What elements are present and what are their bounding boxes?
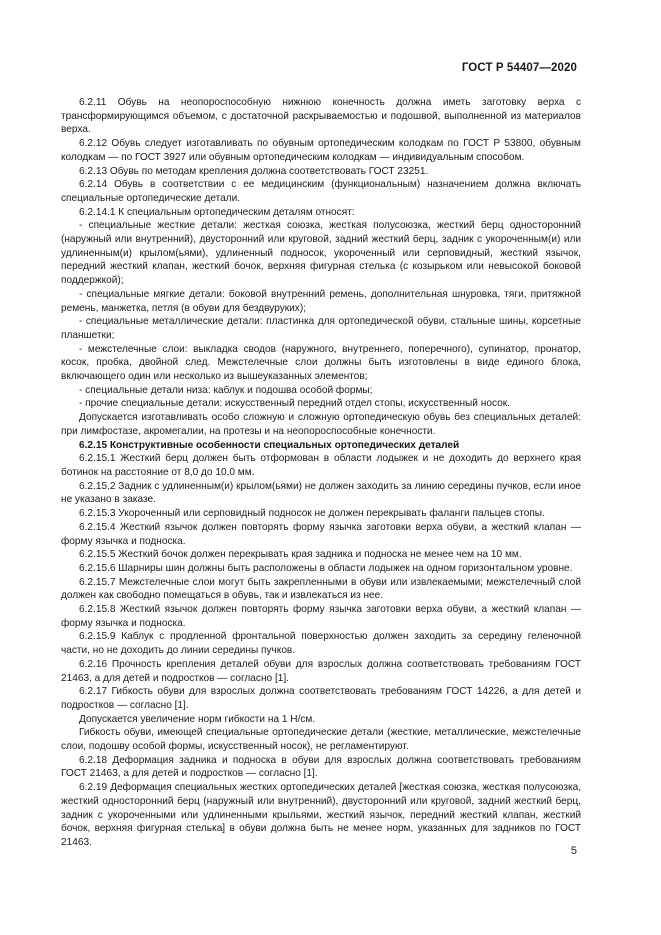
paragraph: 6.2.15.6 Шарниры шин должны быть расположены в области лодыжек на одном горизонтальном уровне. — [79, 562, 573, 574]
paragraph: 6.2.16 Прочность крепления деталей обуви для взрослых должна соответствовать требованиям ГОСТ 21463, а для детей и подростков — согласно [1]. — [61, 658, 581, 684]
paragraph: Гибкость обуви, имеющей специальные ортопедические детали (жесткие, металлические, межстелечные слои, подошву особой формы, искусственный носок), не регламентируют. — [61, 727, 581, 753]
paragraph: 6.2.14 Обувь в соответствии с ее медицинским (функциональным) назначением должна включать специальные ортопедические детали. — [61, 179, 581, 204]
paragraph: 6.2.11 Обувь на неопороспособную нижнюю конечность должна иметь заготовку верха с трансформирующимся объемом, с достаточной раскрываемостью и подошвой, выполненной из материалов верха. — [61, 97, 581, 136]
list-item: - специальные жесткие детали: жесткая союзка, жесткая полусоюзка, жесткий берц односторонний (наружный или внутренний), двусторонний или круговой, задний жесткий берц, задник с укороченным(и) или удлиненным(и) крылом(ьями), удлиненный подносок, укороченный или серповидный, жесткий язычок, передний жесткий клапан, жесткий бочок, верхняя фигурная стелька (с козырьком или невысокой боковой поддержкой); — [61, 220, 581, 287]
list-item: - прочие специальные детали: искусственный передний отдел стопы, искусственный носок. — [79, 398, 510, 410]
page-number: 5 — [570, 845, 577, 857]
paragraph: 6.2.19 Деформация специальных жестких ортопедических деталей [жесткая союзка, жесткая полусоюзка, жесткий односторонний берц (наружный или внутренний), двусторонний или круговой, задний жесткий берц, задник с укороченными или удлиненными крыльями, жесткий язычок, передний жесткий клапан, жесткий бочок, верхняя фигурная стелька] в обуви должна быть не менее норм, указанных для задников по ГОСТ 21463. — [61, 782, 581, 848]
list-item: - специальные детали низа: каблук и подошва особой формы; — [79, 384, 373, 396]
paragraph: 6.2.17 Гибкость обуви для взрослых должна соответствовать требованиям ГОСТ 14226, а для детей и подростков — согласно [1]. — [61, 686, 581, 711]
paragraph: 6.2.15.8 Жесткий язычок должен повторять форму язычка заготовки верха обуви, а жесткий клапан — форму язычка и подноска. — [61, 604, 581, 629]
paragraph: Допускается увеличение норм гибкости на 1 Н/см. — [79, 713, 316, 725]
paragraph: 6.2.15.1 Жесткий берц должен быть отформован в области лодыжек и не доходить до верхнего края ботинок на расстояние от 8,0 до 10,0 мм. — [61, 453, 581, 478]
paragraph: 6.2.15.5 Жесткий бочок должен перекрывать края задника и подноска не менее чем на 10 мм. — [79, 549, 522, 561]
paragraph: 6.2.18 Деформация задника и подноска в обуви для взрослых должна соответствовать требованиям ГОСТ 21463, а для детей и подростков — согласно [1]. — [61, 754, 581, 780]
paragraph: Допускается изготавливать особо сложную и сложную ортопедическую обувь без специальных деталей: при лимфостазе, акромегалии, на протезы и на неопороспособные конечности. — [61, 412, 581, 437]
section-heading: 6.2.15 Конструктивные особенности специальных ортопедических деталей — [79, 439, 460, 451]
paragraph: 6.2.15.2 Задник с удлиненным(и) крылом(ьями) не должен заходить за линию середины пучков, если иное не указано в заказе. — [61, 480, 581, 506]
list-item: - межстелечные слои: выкладка сводов (наружного, внутреннего, поперечного), супинатор, пронатор, косок, пробка, двойной след. Межстелечные слои должны быть изготовлены в виде единого блока, включающего один или несколько из вышеуказанных элементов; — [61, 343, 581, 383]
paragraph: 6.2.15.7 Межстелечные слои могут быть закрепленными в обуви или извлекаемыми; межстелечный слой должен как свободно помещаться в обувь, так и извлекаться из нее. — [61, 576, 581, 602]
paragraph: 6.2.13 Обувь по методам крепления должна соответствовать ГОСТ 23251. — [79, 165, 429, 177]
document-body — [61, 96, 581, 850]
document-header: ГОСТ Р 54407—2020 — [461, 62, 577, 74]
list-item: - специальные мягкие детали: боковой внутренний ремень, дополнительная шнуровка, тяги, притяжной ремень, манжетка, петля (в обуви для бездвуруких); — [61, 288, 581, 314]
paragraph: 6.2.15.9 Каблук с продленной фронтальной поверхностью должен заходить за середину геленочной части, но не доходить до линии середины пучков. — [61, 631, 581, 657]
paragraph: 6.2.14.1 К специальным ортопедическим деталям относят: — [79, 206, 355, 218]
paragraph: 6.2.15.4 Жесткий язычок должен повторять форму язычка заготовки верха обуви, а жесткий клапан — форму язычка и подноска. — [61, 521, 581, 547]
paragraph: 6.2.15.3 Укороченный или серповидный подносок не должен перекрывать фаланги пальцев стопы. — [79, 508, 545, 520]
paragraph: 6.2.12 Обувь следует изготавливать по обувным ортопедическим колодкам по ГОСТ Р 53800, обувным колодкам — по ГОСТ 3927 или обувным ортопедическим колодкам — индивидуальным способом. — [61, 138, 581, 163]
list-item: - специальные металлические детали: пластинка для ортопедической обуви, стальные шины, корсетные планшетки; — [61, 316, 581, 341]
